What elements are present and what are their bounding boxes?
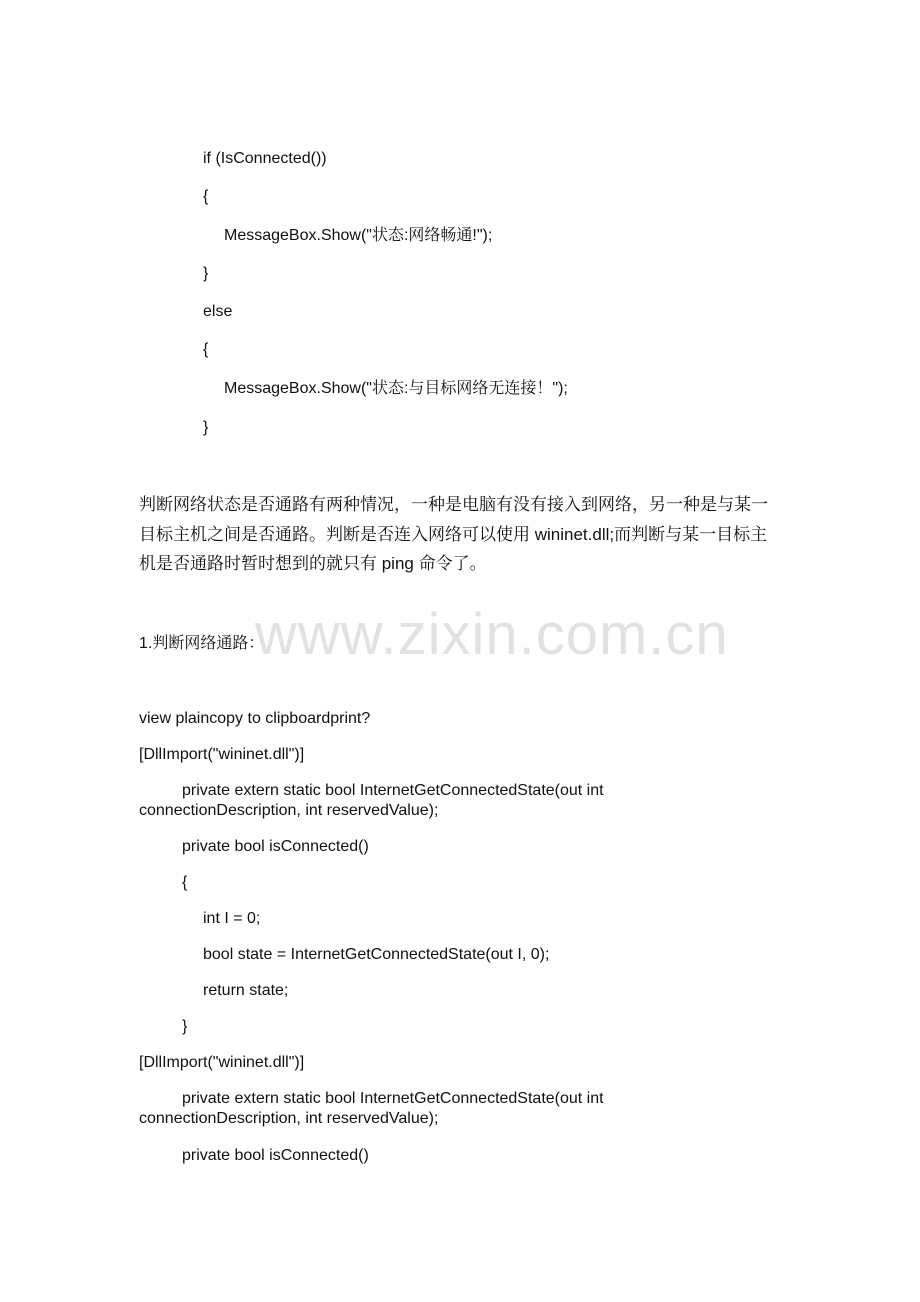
code-extern-decl: private extern static bool InternetGetConnectedState(out int — [182, 782, 604, 799]
code-method-signature: private bool isConnected() — [182, 838, 369, 855]
code-int-decl: int I = 0; — [203, 910, 261, 927]
code-if-line: if (IsConnected()) — [203, 150, 327, 167]
code-extern-decl-cont: connectionDescription, int reservedValue); — [139, 802, 439, 819]
code-extern-decl: private extern static bool InternetGetConnectedState(out int — [182, 1090, 604, 1107]
code-open-brace: { — [203, 341, 209, 358]
code-open-brace: { — [203, 188, 209, 205]
section-heading: 1.判断网络通路： — [139, 635, 265, 652]
code-close-brace: } — [203, 419, 209, 436]
code-open-brace: { — [182, 874, 188, 891]
code-dllimport: [DllImport("wininet.dll")] — [139, 1054, 305, 1071]
code-else-line: else — [203, 303, 233, 320]
code-bool-state: bool state = InternetGetConnectedState(out I, 0); — [203, 946, 550, 963]
code-show-disconnected: MessageBox.Show("状态:与目标网络无连接！"); — [224, 380, 568, 397]
code-method-signature: private bool isConnected() — [182, 1147, 369, 1164]
code-toolbar-text: view plaincopy to clipboardprint? — [139, 710, 371, 727]
code-close-brace: } — [203, 265, 209, 282]
code-extern-decl-cont: connectionDescription, int reservedValue); — [139, 1110, 439, 1127]
paragraph-line: 判断网络状态是否通路有两种情况，一种是电脑有没有接入到网络，另一种是与某一 — [139, 495, 768, 514]
code-close-brace: } — [182, 1018, 188, 1035]
watermark-text: www.zixin.com.cn — [255, 602, 729, 667]
code-dllimport: [DllImport("wininet.dll")] — [139, 746, 305, 763]
paragraph-line: 目标主机之间是否通路。判断是否连入网络可以使用 wininet.dll;而判断与某一目标主 — [139, 525, 768, 544]
code-return: return state; — [203, 982, 289, 999]
paragraph-line: 机是否通路时暂时想到的就只有 ping 命令了。 — [139, 554, 487, 573]
code-show-connected: MessageBox.Show("状态:网络畅通!"); — [224, 227, 493, 244]
